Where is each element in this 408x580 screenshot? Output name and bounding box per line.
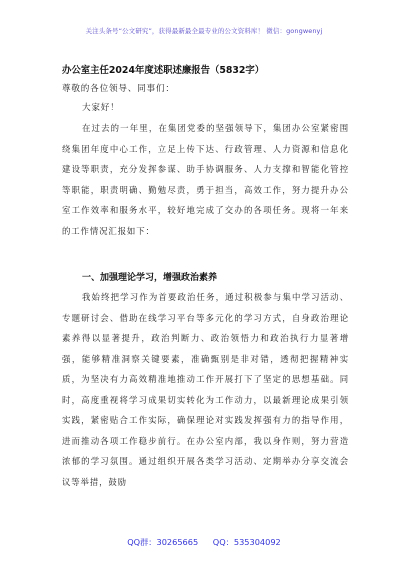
- greeting: 大家好！: [82, 103, 120, 113]
- section-heading: 一、加强理论学习，增强政治素养: [82, 273, 218, 283]
- promo-banner: 关注头条号“公文研究”，获得最新最全最专业的公文资料库！ 微信：gongwenyj: [85, 27, 323, 35]
- salutation: 尊敬的各位领导、同事们：: [62, 84, 175, 94]
- qq-contact: QQ：535304092: [212, 537, 281, 547]
- qq-group: QQ群：30265665: [127, 537, 199, 547]
- section-paragraph: 我始终把学习作为首要政治任务，通过积极参与集中学习活动、专题研讨会、借助在线学习平台等多元化的学习方式，自身政治理论素养得以显著提升，政治判断力、政治领悟力和政治执行力显著增强，能够精准洞察关键要素，准确甄别是非对错，透彻把握精神实质，为坚决有力高效精准地推动工作开展打下了坚定的思想基础。同时，高度重视将学习成果切实转化为工作动力，以最新理论成果引领实践，紧密贴合工作实际，确保理论对实践发挥强有力的指导作用，进而推动各项工作稳步前行。在办公室内部，我以身作则，努力营造浓郁的学习氛围。通过组织开展各类学习活动、定期举办分享交流会议等举措，鼓励: [62, 292, 349, 487]
- document-title: 办公室主任2024年度述职述廉报告（5832字）: [62, 65, 265, 76]
- contact-footer: [0, 537, 408, 548]
- intro-paragraph: 在过去的一年里，在集团党委的坚强领导下，集团办公室紧密围绕集团年度中心工作，立足上传下达、行政管理、人力资源和信息化建设等职责，充分发挥参谋、助手协调服务、人力支撑和智能化管控等职能，职责明确、勤勉尽责，勇于担当，高效工作，努力提升办公室工作效率和服务水平，较好地完成了交办的各项任务。现将一年来的工作情况汇报如下：: [62, 123, 349, 236]
